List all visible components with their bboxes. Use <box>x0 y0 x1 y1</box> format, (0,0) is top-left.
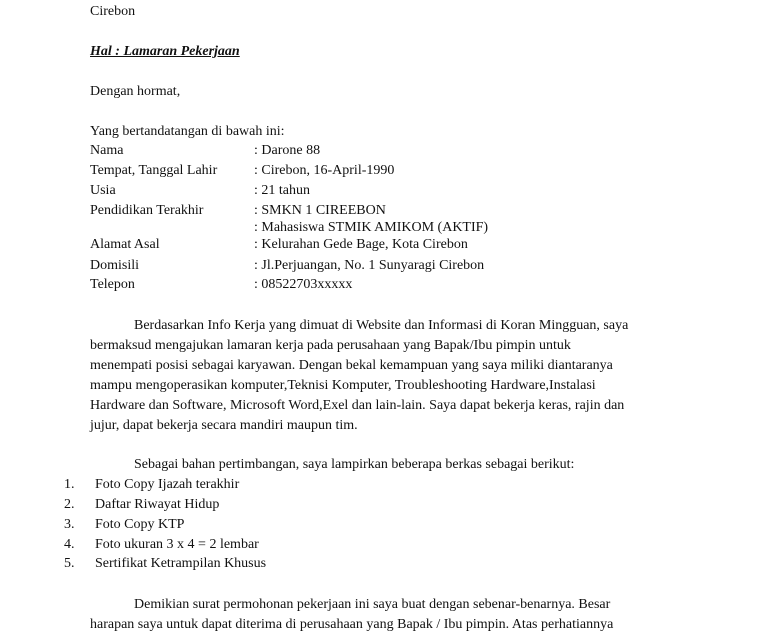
paragraph1-line: bermaksud mengajukan lamaran kerja pada perusahaan yang Bapak/Ibu pimpin untuk <box>90 338 571 353</box>
paragraph3-line: harapan saya untuk dapat diterima di perusahaan yang Bapak / Ibu pimpin. Atas perhatiannya <box>90 617 614 632</box>
field-value-pendidikan: : SMKN 1 CIREEBON <box>254 203 386 218</box>
field-value-ttl: : Cirebon, 16-April-1990 <box>254 163 395 178</box>
list-number: 2. <box>64 497 75 512</box>
field-value-nama: : Darone 88 <box>254 143 321 158</box>
list-item: Foto Copy KTP <box>95 517 185 532</box>
list-item: Foto ukuran 3 x 4 = 2 lembar <box>95 537 259 552</box>
list-number: 3. <box>64 517 75 532</box>
paragraph1-line: menempati posisi sebagai karyawan. Dengan bekal kemampuan yang saya miliki diantaranya <box>90 358 613 373</box>
field-label-alamat: Alamat Asal <box>90 237 160 252</box>
field-label-telepon: Telepon <box>90 277 135 292</box>
list-number: 4. <box>64 537 75 552</box>
paragraph1-line: mampu mengoperasikan komputer,Teknisi Komputer, Troubleshooting Hardware,Instalasi <box>90 378 596 393</box>
list-number: 1. <box>64 477 75 492</box>
subject-line: Hal : Lamaran Pekerjaan <box>90 44 240 59</box>
field-value-usia: : 21 tahun <box>254 183 310 198</box>
greeting: Dengan hormat, <box>90 84 181 99</box>
list-number: 5. <box>64 556 75 571</box>
field-value-domisili: : Jl.Perjuangan, No. 1 Sunyaragi Cirebon <box>254 258 485 273</box>
paragraph2-line: Sebagai bahan pertimbangan, saya lampirkan beberapa berkas sebagai berikut: <box>134 457 575 472</box>
intro-line: Yang bertandatangan di bawah ini: <box>90 124 285 139</box>
field-value-telepon: : 08522703xxxxx <box>254 277 353 292</box>
field-label-pendidikan: Pendidikan Terakhir <box>90 203 204 218</box>
paragraph1-line: jujur, dapat bekerja secara mandiri maupun tim. <box>90 418 358 433</box>
list-item: Sertifikat Ketrampilan Khusus <box>95 556 267 571</box>
field-label-nama: Nama <box>90 143 124 158</box>
paragraph1-line: Berdasarkan Info Kerja yang dimuat di Website dan Informasi di Koran Mingguan, saya <box>134 318 629 333</box>
field-label-ttl: Tempat, Tanggal Lahir <box>90 163 218 178</box>
list-item: Daftar Riwayat Hidup <box>95 497 220 512</box>
field-value-pendidikan-2: : Mahasiswa STMIK AMIKOM (AKTIF) <box>254 220 489 235</box>
paragraph3-line: Demikian surat permohonan pekerjaan ini saya buat dengan sebenar-benarnya. Besar <box>134 597 611 612</box>
field-label-domisili: Domisili <box>90 258 140 273</box>
city-line: Cirebon <box>90 4 136 19</box>
list-item: Foto Copy Ijazah terakhir <box>95 477 240 492</box>
field-label-usia: Usia <box>90 183 116 198</box>
field-value-alamat: : Kelurahan Gede Bage, Kota Cirebon <box>254 237 468 252</box>
paragraph1-line: Hardware dan Software, Microsoft Word,Exel dan lain-lain. Saya dapat bekerja keras, rajin dan <box>90 398 625 413</box>
